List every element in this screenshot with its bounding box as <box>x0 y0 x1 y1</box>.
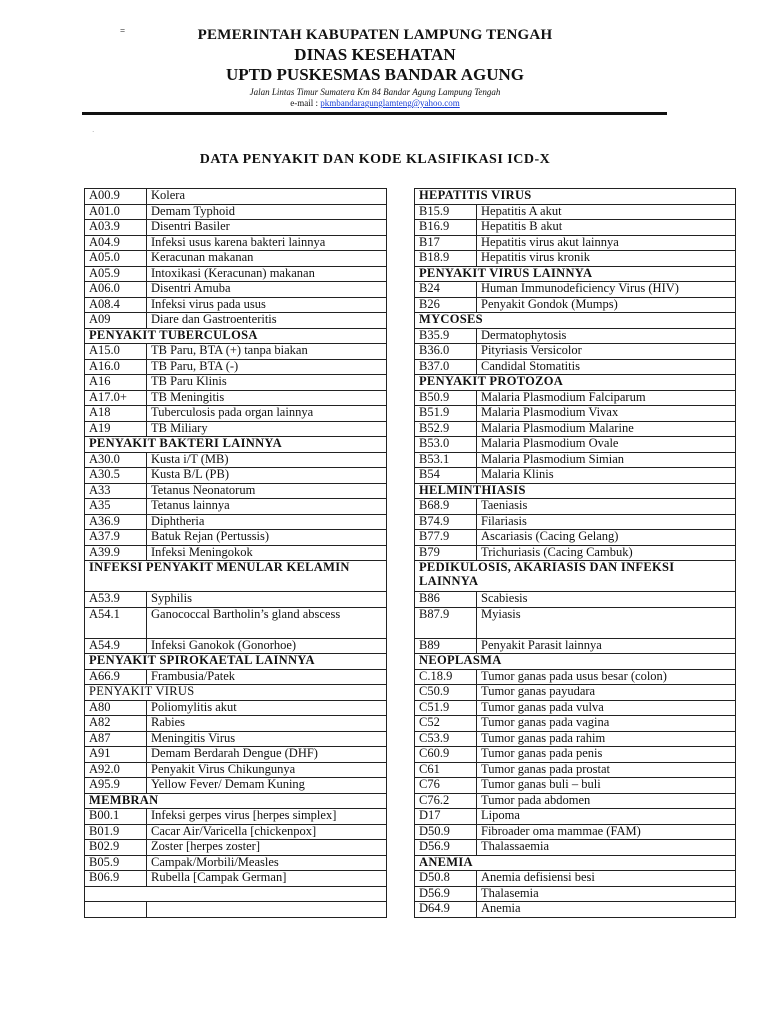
table-row <box>415 204 736 220</box>
disease-name: Malaria Plasmodium Simian <box>477 452 736 468</box>
category-header-row <box>85 654 387 670</box>
disease-name: Tumor ganas pada vagina <box>477 716 736 732</box>
icd-code: A95.9 <box>85 778 147 794</box>
disease-name: Tumor ganas payudara <box>477 685 736 701</box>
icd-code: C61 <box>415 762 477 778</box>
category-header-row <box>415 483 736 499</box>
category-header: PEDIKULOSIS, AKARIASIS DAN INFEKSI LAINNYA <box>415 561 736 592</box>
table-row <box>415 437 736 453</box>
table-row <box>85 421 387 437</box>
icd-code: A30.0 <box>85 452 147 468</box>
icd-code: A92.0 <box>85 762 147 778</box>
table-row <box>85 545 387 561</box>
table-row <box>415 731 736 747</box>
disease-name: Ascariasis (Cacing Gelang) <box>477 530 736 546</box>
government-name: PEMERINTAH KABUPATEN LAMPUNG TENGAH <box>197 27 553 43</box>
table-row <box>415 251 736 267</box>
category-header-row <box>415 654 736 670</box>
icd-code: D64.9 <box>415 902 477 918</box>
table-row <box>85 840 387 856</box>
disease-name: Meningitis Virus <box>147 731 387 747</box>
icd-code: B54 <box>415 468 477 484</box>
icd-code: B01.9 <box>85 824 147 840</box>
table-row <box>85 514 387 530</box>
icd-code: A33 <box>85 483 147 499</box>
disease-name: Tumor ganas pada penis <box>477 747 736 763</box>
icd-code: A00.9 <box>85 189 147 205</box>
icd-code: A18 <box>85 406 147 422</box>
category-header-row <box>415 266 736 282</box>
disease-name: Lipoma <box>477 809 736 825</box>
category-header-row <box>85 685 387 701</box>
disease-name: Penyakit Gondok (Mumps) <box>477 297 736 313</box>
letterhead-divider <box>82 112 667 115</box>
disease-name: Tumor ganas pada usus besar (colon) <box>477 669 736 685</box>
category-header: PENYAKIT SPIROKAETAL LAINNYA <box>85 654 387 670</box>
icd-code: A54.9 <box>85 638 147 654</box>
category-header: PENYAKIT PROTOZOA <box>415 375 736 391</box>
table-row <box>85 390 387 406</box>
table-row <box>415 747 736 763</box>
document-title: DATA PENYAKIT DAN KODE KLASIFIKASI ICD-X <box>199 152 551 167</box>
icd-code: B87.9 <box>415 607 477 638</box>
icd-code: A05.9 <box>85 266 147 282</box>
table-row <box>415 886 736 902</box>
disease-name: Kolera <box>147 189 387 205</box>
icd-code: A39.9 <box>85 545 147 561</box>
icd-code: B26 <box>415 297 477 313</box>
icd-code: C52 <box>415 716 477 732</box>
disease-name: Diphtheria <box>147 514 387 530</box>
table-row <box>85 871 387 887</box>
category-header-row <box>85 793 387 809</box>
icd-table-right <box>414 188 736 918</box>
icd-code: B77.9 <box>415 530 477 546</box>
table-row <box>85 778 387 794</box>
email-link[interactable]: pkmbandaragunglamteng@yahoo.com <box>320 98 460 108</box>
disease-name: Kusta i/T (MB) <box>147 452 387 468</box>
table-row <box>415 607 736 638</box>
table-row <box>85 483 387 499</box>
disease-name <box>147 902 387 918</box>
disease-name: Malaria Plasmodium Falciparum <box>477 390 736 406</box>
table-row <box>85 731 387 747</box>
disease-name: TB Meningitis <box>147 390 387 406</box>
table-row <box>415 468 736 484</box>
disease-name: TB Paru, BTA (-) <box>147 359 387 375</box>
table-row <box>415 545 736 561</box>
table-row <box>415 809 736 825</box>
disease-name: Yellow Fever/ Demam Kuning <box>147 778 387 794</box>
icd-code: A04.9 <box>85 235 147 251</box>
table-row <box>415 297 736 313</box>
icd-code: B02.9 <box>85 840 147 856</box>
category-header-row <box>415 189 736 205</box>
icd-code: B24 <box>415 282 477 298</box>
disease-name: Taeniasis <box>477 499 736 515</box>
table-row <box>85 824 387 840</box>
disease-name: Candidal Stomatitis <box>477 359 736 375</box>
table-row <box>415 685 736 701</box>
category-header: PENYAKIT BAKTERI LAINNYA <box>85 437 387 453</box>
icd-code: C60.9 <box>415 747 477 763</box>
category-header-row <box>85 437 387 453</box>
category-header: NEOPLASMA <box>415 654 736 670</box>
icd-code: A19 <box>85 421 147 437</box>
icd-code: A15.0 <box>85 344 147 360</box>
disease-name: Anemia <box>477 902 736 918</box>
disease-name: Infeksi Meningokok <box>147 545 387 561</box>
disease-name: Demam Berdarah Dengue (DHF) <box>147 747 387 763</box>
icd-code: B00.1 <box>85 809 147 825</box>
table-row <box>415 499 736 515</box>
table-row <box>415 778 736 794</box>
table-row <box>415 514 736 530</box>
table-row <box>85 747 387 763</box>
disease-name: Malaria Plasmodium Vivax <box>477 406 736 422</box>
disease-name: Fibroader oma mammae (FAM) <box>477 824 736 840</box>
icd-code: D50.8 <box>415 871 477 887</box>
table-row <box>415 638 736 654</box>
disease-name: Scabiesis <box>477 592 736 608</box>
icd-code: A16.0 <box>85 359 147 375</box>
icd-code: B35.9 <box>415 328 477 344</box>
icd-code: C51.9 <box>415 700 477 716</box>
table-row <box>85 855 387 871</box>
table-row <box>415 716 736 732</box>
table-row <box>85 762 387 778</box>
category-header-row <box>85 561 387 592</box>
letterhead <box>80 26 670 109</box>
blank-row <box>85 886 387 902</box>
icd-code: C76.2 <box>415 793 477 809</box>
disease-name: Rubella [Campak German] <box>147 871 387 887</box>
header-mark: = <box>120 26 126 36</box>
icd-code: B16.9 <box>415 220 477 236</box>
category-header: MYCOSES <box>415 313 736 329</box>
table-row <box>85 220 387 236</box>
table-row <box>415 359 736 375</box>
icd-code: A03.9 <box>85 220 147 236</box>
icd-code: B05.9 <box>85 855 147 871</box>
disease-name: Hepatitis B akut <box>477 220 736 236</box>
table-row <box>85 530 387 546</box>
disease-name: Tumor ganas pada vulva <box>477 700 736 716</box>
category-header: MEMBRAN <box>85 793 387 809</box>
disease-name: Pityriasis Versicolor <box>477 344 736 360</box>
table-row <box>85 452 387 468</box>
icd-code: B36.0 <box>415 344 477 360</box>
table-row <box>415 871 736 887</box>
icd-code: B68.9 <box>415 499 477 515</box>
disease-name: Hepatitis A akut <box>477 204 736 220</box>
table-row <box>415 390 736 406</box>
disease-name: Infeksi usus karena bakteri lainnya <box>147 235 387 251</box>
disease-name: Tuberculosis pada organ lainnya <box>147 406 387 422</box>
icd-table-left <box>84 188 387 918</box>
disease-name: Frambusia/Patek <box>147 669 387 685</box>
table-row <box>85 344 387 360</box>
disease-name: Disentri Amuba <box>147 282 387 298</box>
disease-name: Infeksi gerpes virus [herpes simplex] <box>147 809 387 825</box>
icd-code: A05.0 <box>85 251 147 267</box>
icd-code: A82 <box>85 716 147 732</box>
disease-name: Malaria Plasmodium Malarine <box>477 421 736 437</box>
category-header: INFEKSI PENYAKIT MENULAR KELAMIN <box>85 561 387 592</box>
table-row <box>85 282 387 298</box>
icd-code: B53.1 <box>415 452 477 468</box>
disease-name: Tetanus lainnya <box>147 499 387 515</box>
disease-name: Demam Typhoid <box>147 204 387 220</box>
disease-name: Malaria Plasmodium Ovale <box>477 437 736 453</box>
icd-code: A66.9 <box>85 669 147 685</box>
department-name: DINAS KESEHATAN <box>294 45 456 64</box>
table-row <box>85 313 387 329</box>
table-row <box>85 406 387 422</box>
table-row <box>415 793 736 809</box>
table-row <box>415 824 736 840</box>
category-header: PENYAKIT TUBERCULOSA <box>85 328 387 344</box>
icd-code: A06.0 <box>85 282 147 298</box>
table-row <box>85 700 387 716</box>
icd-code: B15.9 <box>415 204 477 220</box>
icd-code: C50.9 <box>415 685 477 701</box>
disease-name: Infeksi Ganokok (Gonorhoe) <box>147 638 387 654</box>
icd-code: A87 <box>85 731 147 747</box>
table-row <box>85 638 387 654</box>
category-header: PENYAKIT VIRUS LAINNYA <box>415 266 736 282</box>
category-header-row <box>415 313 736 329</box>
disease-name: Malaria Klinis <box>477 468 736 484</box>
table-row <box>415 328 736 344</box>
category-header-row <box>415 375 736 391</box>
icd-code: B51.9 <box>415 406 477 422</box>
disease-name: Syphilis <box>147 592 387 608</box>
icd-code: A30.5 <box>85 468 147 484</box>
disease-name: Penyakit Virus Chikungunya <box>147 762 387 778</box>
table-row <box>85 204 387 220</box>
icd-code: B17 <box>415 235 477 251</box>
icd-code: B52.9 <box>415 421 477 437</box>
category-header: HEPATITIS VIRUS <box>415 189 736 205</box>
category-header-row <box>415 855 736 871</box>
table-row <box>415 902 736 918</box>
disease-name: Campak/Morbili/Measles <box>147 855 387 871</box>
disease-name: Hepatitis virus kronik <box>477 251 736 267</box>
address: Jalan Lintas Timur Sumatera Km 84 Bandar Agung Lampung Tengah <box>249 87 501 97</box>
icd-code: A01.0 <box>85 204 147 220</box>
disease-name: Poliomylitis akut <box>147 700 387 716</box>
table-row <box>415 840 736 856</box>
blank-cell <box>85 886 387 902</box>
icd-code: D56.9 <box>415 840 477 856</box>
disease-name: Myiasis <box>477 607 736 638</box>
table-row <box>415 235 736 251</box>
disease-name: Hepatitis virus akut lainnya <box>477 235 736 251</box>
disease-name: Tumor ganas pada prostat <box>477 762 736 778</box>
table-row <box>85 359 387 375</box>
icd-code: B74.9 <box>415 514 477 530</box>
table-row <box>85 251 387 267</box>
table-row <box>85 189 387 205</box>
table-row <box>85 499 387 515</box>
icd-code: B53.0 <box>415 437 477 453</box>
disease-name: Penyakit Parasit lainnya <box>477 638 736 654</box>
table-row <box>415 406 736 422</box>
disease-name: TB Paru, BTA (+) tanpa biakan <box>147 344 387 360</box>
disease-name: Intoxikasi (Keracunan) makanan <box>147 266 387 282</box>
icd-code <box>85 902 147 918</box>
disease-name: Trichuriasis (Cacing Cambuk) <box>477 545 736 561</box>
disease-name: Tumor pada abdomen <box>477 793 736 809</box>
table-row <box>85 592 387 608</box>
table-row <box>415 700 736 716</box>
icd-code: C76 <box>415 778 477 794</box>
disease-name: Batuk Rejan (Pertussis) <box>147 530 387 546</box>
icd-code: C53.9 <box>415 731 477 747</box>
icd-code: D56.9 <box>415 886 477 902</box>
table-row <box>85 297 387 313</box>
table-row <box>85 235 387 251</box>
disease-name: Filariasis <box>477 514 736 530</box>
stray-dot: · <box>92 128 95 136</box>
icd-code: B37.0 <box>415 359 477 375</box>
icd-code: B79 <box>415 545 477 561</box>
icd-code: B86 <box>415 592 477 608</box>
icd-code: A37.9 <box>85 530 147 546</box>
table-row <box>85 809 387 825</box>
disease-name: Zoster [herpes zoster] <box>147 840 387 856</box>
icd-code: D17 <box>415 809 477 825</box>
icd-code: A53.9 <box>85 592 147 608</box>
table-row <box>415 220 736 236</box>
table-row <box>85 375 387 391</box>
table-row <box>85 266 387 282</box>
icd-code: B06.9 <box>85 871 147 887</box>
category-header: PENYAKIT VIRUS <box>85 685 387 701</box>
icd-code: A36.9 <box>85 514 147 530</box>
disease-name: TB Paru Klinis <box>147 375 387 391</box>
disease-name: Tumor ganas pada rahim <box>477 731 736 747</box>
disease-name: TB Miliary <box>147 421 387 437</box>
icd-code: A17.0+ <box>85 390 147 406</box>
icd-code: B89 <box>415 638 477 654</box>
table-row <box>415 530 736 546</box>
icd-code: A35 <box>85 499 147 515</box>
table-row <box>85 902 387 918</box>
disease-name: Cacar Air/Varicella [chickenpox] <box>147 824 387 840</box>
table-row <box>85 468 387 484</box>
disease-name: Tumor ganas buli – buli <box>477 778 736 794</box>
table-row <box>415 421 736 437</box>
disease-name: Thalassaemia <box>477 840 736 856</box>
table-row <box>415 344 736 360</box>
disease-name: Keracunan makanan <box>147 251 387 267</box>
disease-name: Tetanus Neonatorum <box>147 483 387 499</box>
category-header-row <box>415 561 736 592</box>
table-row <box>85 607 387 638</box>
icd-code: A08.4 <box>85 297 147 313</box>
email-label: e-mail : <box>290 98 321 108</box>
table-row <box>415 282 736 298</box>
table-row <box>85 669 387 685</box>
disease-name: Thalasemia <box>477 886 736 902</box>
disease-name: Ganococcal Bartholin’s gland abscess <box>147 607 387 638</box>
icd-code: B50.9 <box>415 390 477 406</box>
email-line <box>80 98 670 109</box>
disease-name: Kusta B/L (PB) <box>147 468 387 484</box>
disease-name: Anemia defisiensi besi <box>477 871 736 887</box>
disease-name: Diare dan Gastroenteritis <box>147 313 387 329</box>
disease-name: Infeksi virus pada usus <box>147 297 387 313</box>
table-row <box>415 762 736 778</box>
table-row <box>415 592 736 608</box>
icd-code: A54.1 <box>85 607 147 638</box>
icd-code: A16 <box>85 375 147 391</box>
disease-name: Human Immunodeficiency Virus (HIV) <box>477 282 736 298</box>
clinic-name: UPTD PUSKESMAS BANDAR AGUNG <box>226 65 524 84</box>
icd-code: A80 <box>85 700 147 716</box>
table-row <box>85 716 387 732</box>
disease-name: Dermatophytosis <box>477 328 736 344</box>
disease-name: Rabies <box>147 716 387 732</box>
icd-code: A91 <box>85 747 147 763</box>
category-header: ANEMIA <box>415 855 736 871</box>
category-header-row <box>85 328 387 344</box>
icd-code: A09 <box>85 313 147 329</box>
table-row <box>415 669 736 685</box>
disease-name: Disentri Basiler <box>147 220 387 236</box>
icd-code: C.18.9 <box>415 669 477 685</box>
category-header: HELMINTHIASIS <box>415 483 736 499</box>
icd-code: B18.9 <box>415 251 477 267</box>
table-row <box>415 452 736 468</box>
icd-code: D50.9 <box>415 824 477 840</box>
